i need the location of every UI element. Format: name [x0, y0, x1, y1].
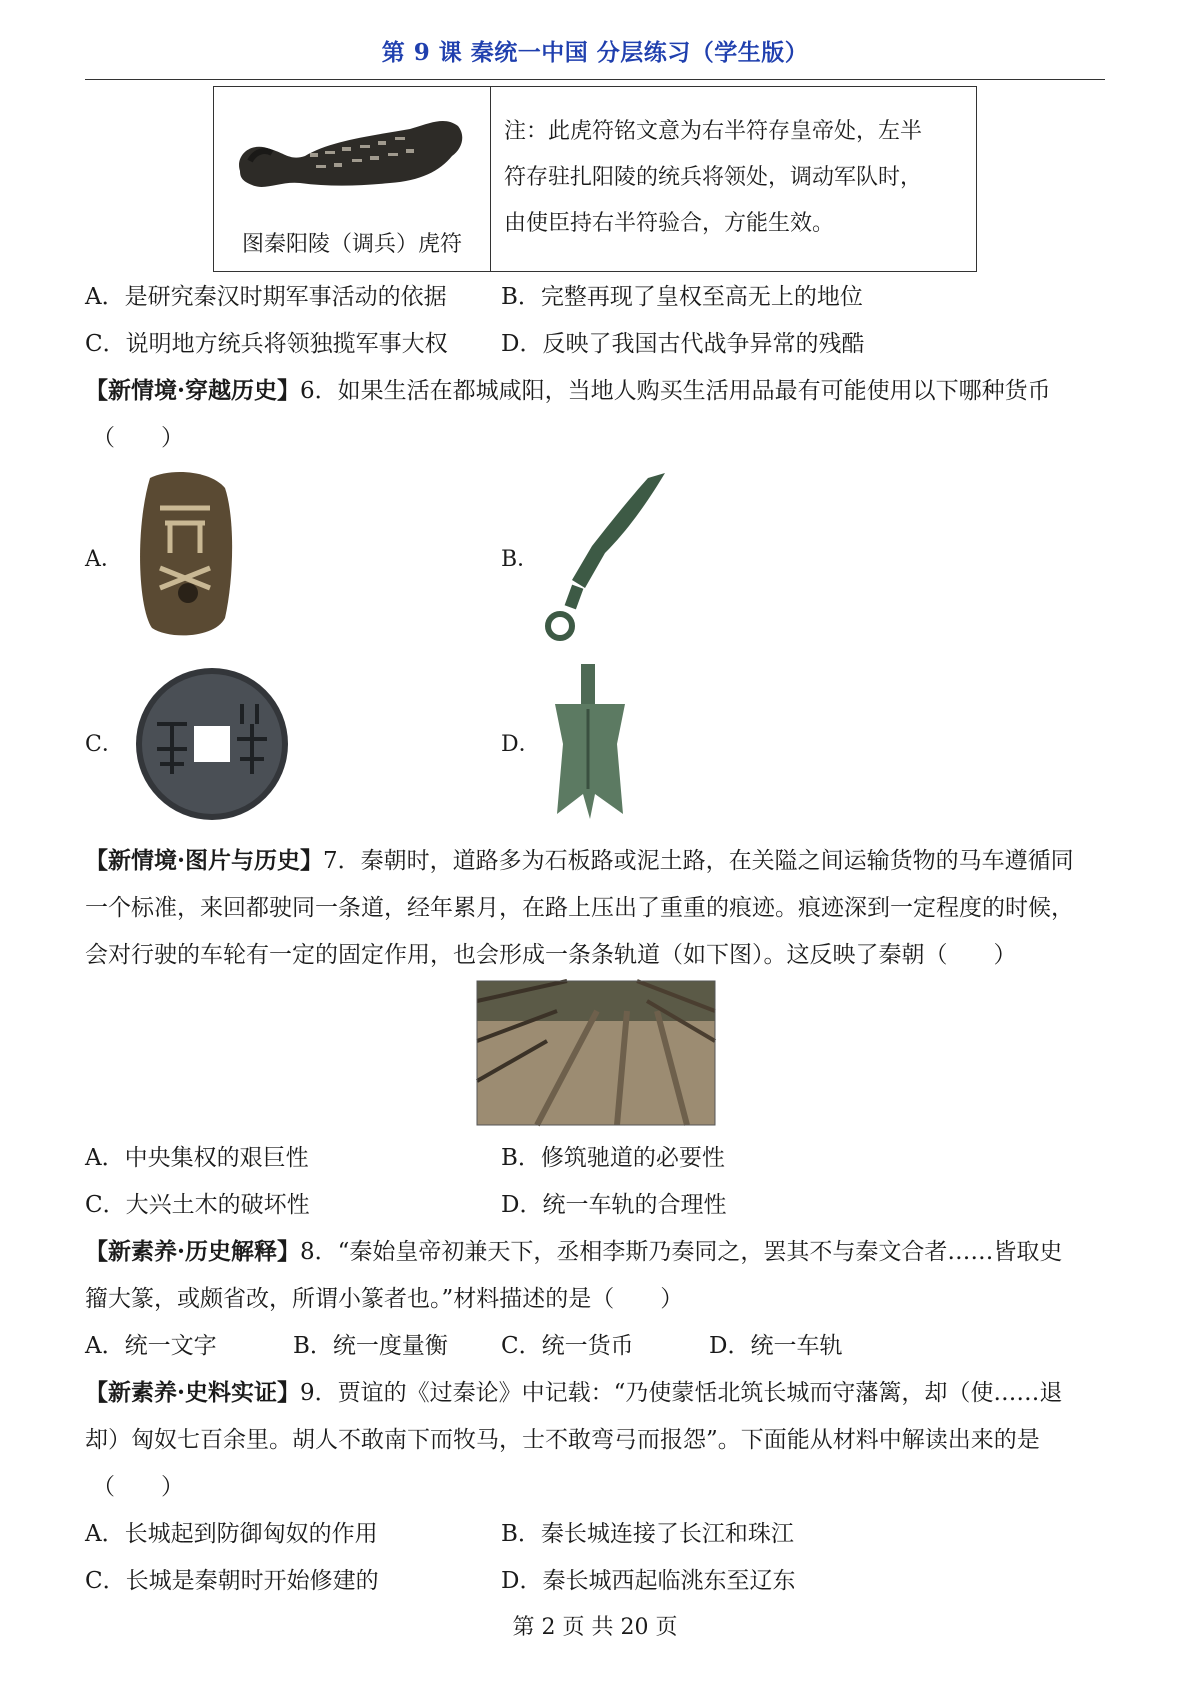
- q7-stem-line1: [85, 846, 1074, 876]
- q5-option-b[interactable]: B．完整再现了皇权至高无上的地位: [501, 284, 863, 310]
- q7-text: 7．秦朝时，道路多为石板路或泥土路，在关隘之间运输货物的马车遵循同: [323, 848, 1074, 874]
- q8-option-d[interactable]: D．统一车轨: [709, 1333, 843, 1359]
- q8-option-b[interactable]: B．统一度量衡: [293, 1333, 448, 1359]
- q6-blank: （ ）: [92, 425, 184, 451]
- q9-text: 9．贾谊的《过秦论》中记载：“乃使蒙恬北筑长城而守藩篱，却（使……退: [300, 1380, 1063, 1406]
- page-footer: 第 2 页 共 20 页: [512, 1615, 678, 1640]
- banliang-coin-icon: [132, 664, 292, 824]
- q9-blank: （ ）: [92, 1474, 184, 1500]
- q7-option-b[interactable]: B．修筑驰道的必要性: [501, 1145, 725, 1171]
- q5-option-d[interactable]: D．反映了我国古代战争异常的残酷: [501, 331, 865, 357]
- q9-stem-line1: [85, 1378, 1062, 1408]
- q5-option-a[interactable]: A．是研究秦汉时期军事活动的依据: [85, 284, 447, 310]
- q7-option-a[interactable]: A．中央集权的艰巨性: [85, 1145, 309, 1171]
- q6-stem: [85, 376, 1051, 406]
- q8-text: 8．“秦始皇帝初兼天下，丞相李斯乃奏同之，罢其不与秦文合者……皆取史: [300, 1239, 1063, 1265]
- q6-tag: 【新情境·穿越历史】: [85, 377, 301, 404]
- spade-coin-icon: [130, 468, 240, 643]
- q7-stem-line2: 一个标准，来回都驶同一条道，经年累月，在路上压出了重重的痕迹。痕迹深到一定程度的时候，: [85, 895, 1074, 921]
- header-rule: [85, 79, 1105, 80]
- q6-option-c[interactable]: C．: [85, 732, 124, 757]
- table-divider: [490, 87, 491, 271]
- note-text: [504, 109, 922, 247]
- q7-stem-line3: 会对行驶的车轮有一定的固定作用，也会形成一条条轨道（如下图）。这反映了秦朝（ ）: [85, 942, 1017, 968]
- q8-tag: 【新素养·历史解释】: [85, 1238, 301, 1265]
- note-line: 符存驻扎阳陵的统兵将领处，调动军队时，: [504, 165, 923, 190]
- spade-money-icon: [545, 664, 635, 824]
- q8-stem-line2: 籀大篆，或颇省改，所谓小篆者也。”材料描述的是（ ）: [85, 1286, 684, 1312]
- q7-option-c[interactable]: C．大兴土木的破坏性: [85, 1192, 310, 1218]
- note-line: 注：此虎符铭文意为右半符存皇帝处，左半: [504, 119, 923, 144]
- q9-option-d[interactable]: D．秦长城西起临洮东至辽东: [501, 1568, 796, 1594]
- q6-option-a[interactable]: A．: [85, 547, 123, 572]
- image-caption: 图秦阳陵（调兵）虎符: [241, 232, 462, 257]
- page-title: 第 9 课 秦统一中国 分层练习（学生版）: [381, 39, 809, 66]
- q9-stem-line2: 却）匈奴七百余里。胡人不敢南下而牧马，士不敢弯弓而报怨”。下面能从材料中解读出来的是: [85, 1427, 1040, 1453]
- q9-option-c[interactable]: C．长城是秦朝时开始修建的: [85, 1568, 379, 1594]
- tiger-tally-image: [230, 101, 470, 211]
- note-line: 由使臣持右半符验合，方能生效。: [504, 211, 835, 236]
- q9-option-b[interactable]: B．秦长城连接了长江和珠江: [501, 1521, 794, 1547]
- ancient-road-photo: [477, 981, 715, 1125]
- q6-text: 6．如果生活在都城咸阳，当地人购买生活用品最有可能使用以下哪种货币: [300, 378, 1051, 404]
- q5-option-c[interactable]: C．说明地方统兵将领独揽军事大权: [85, 331, 448, 357]
- q8-stem-line1: [85, 1237, 1062, 1267]
- q9-tag: 【新素养·史料实证】: [85, 1379, 301, 1406]
- tiger-tally-table: [213, 86, 977, 272]
- q6-option-d[interactable]: D．: [501, 732, 541, 757]
- q7-option-d[interactable]: D．统一车轨的合理性: [501, 1192, 727, 1218]
- q6-option-b[interactable]: B．: [501, 547, 540, 572]
- q9-option-a[interactable]: A．长城起到防御匈奴的作用: [85, 1521, 378, 1547]
- q7-tag: 【新情境·图片与历史】: [85, 847, 324, 874]
- q8-option-a[interactable]: A．统一文字: [85, 1333, 217, 1359]
- q8-option-c[interactable]: C．统一货币: [501, 1333, 634, 1359]
- knife-coin-icon: [530, 468, 670, 643]
